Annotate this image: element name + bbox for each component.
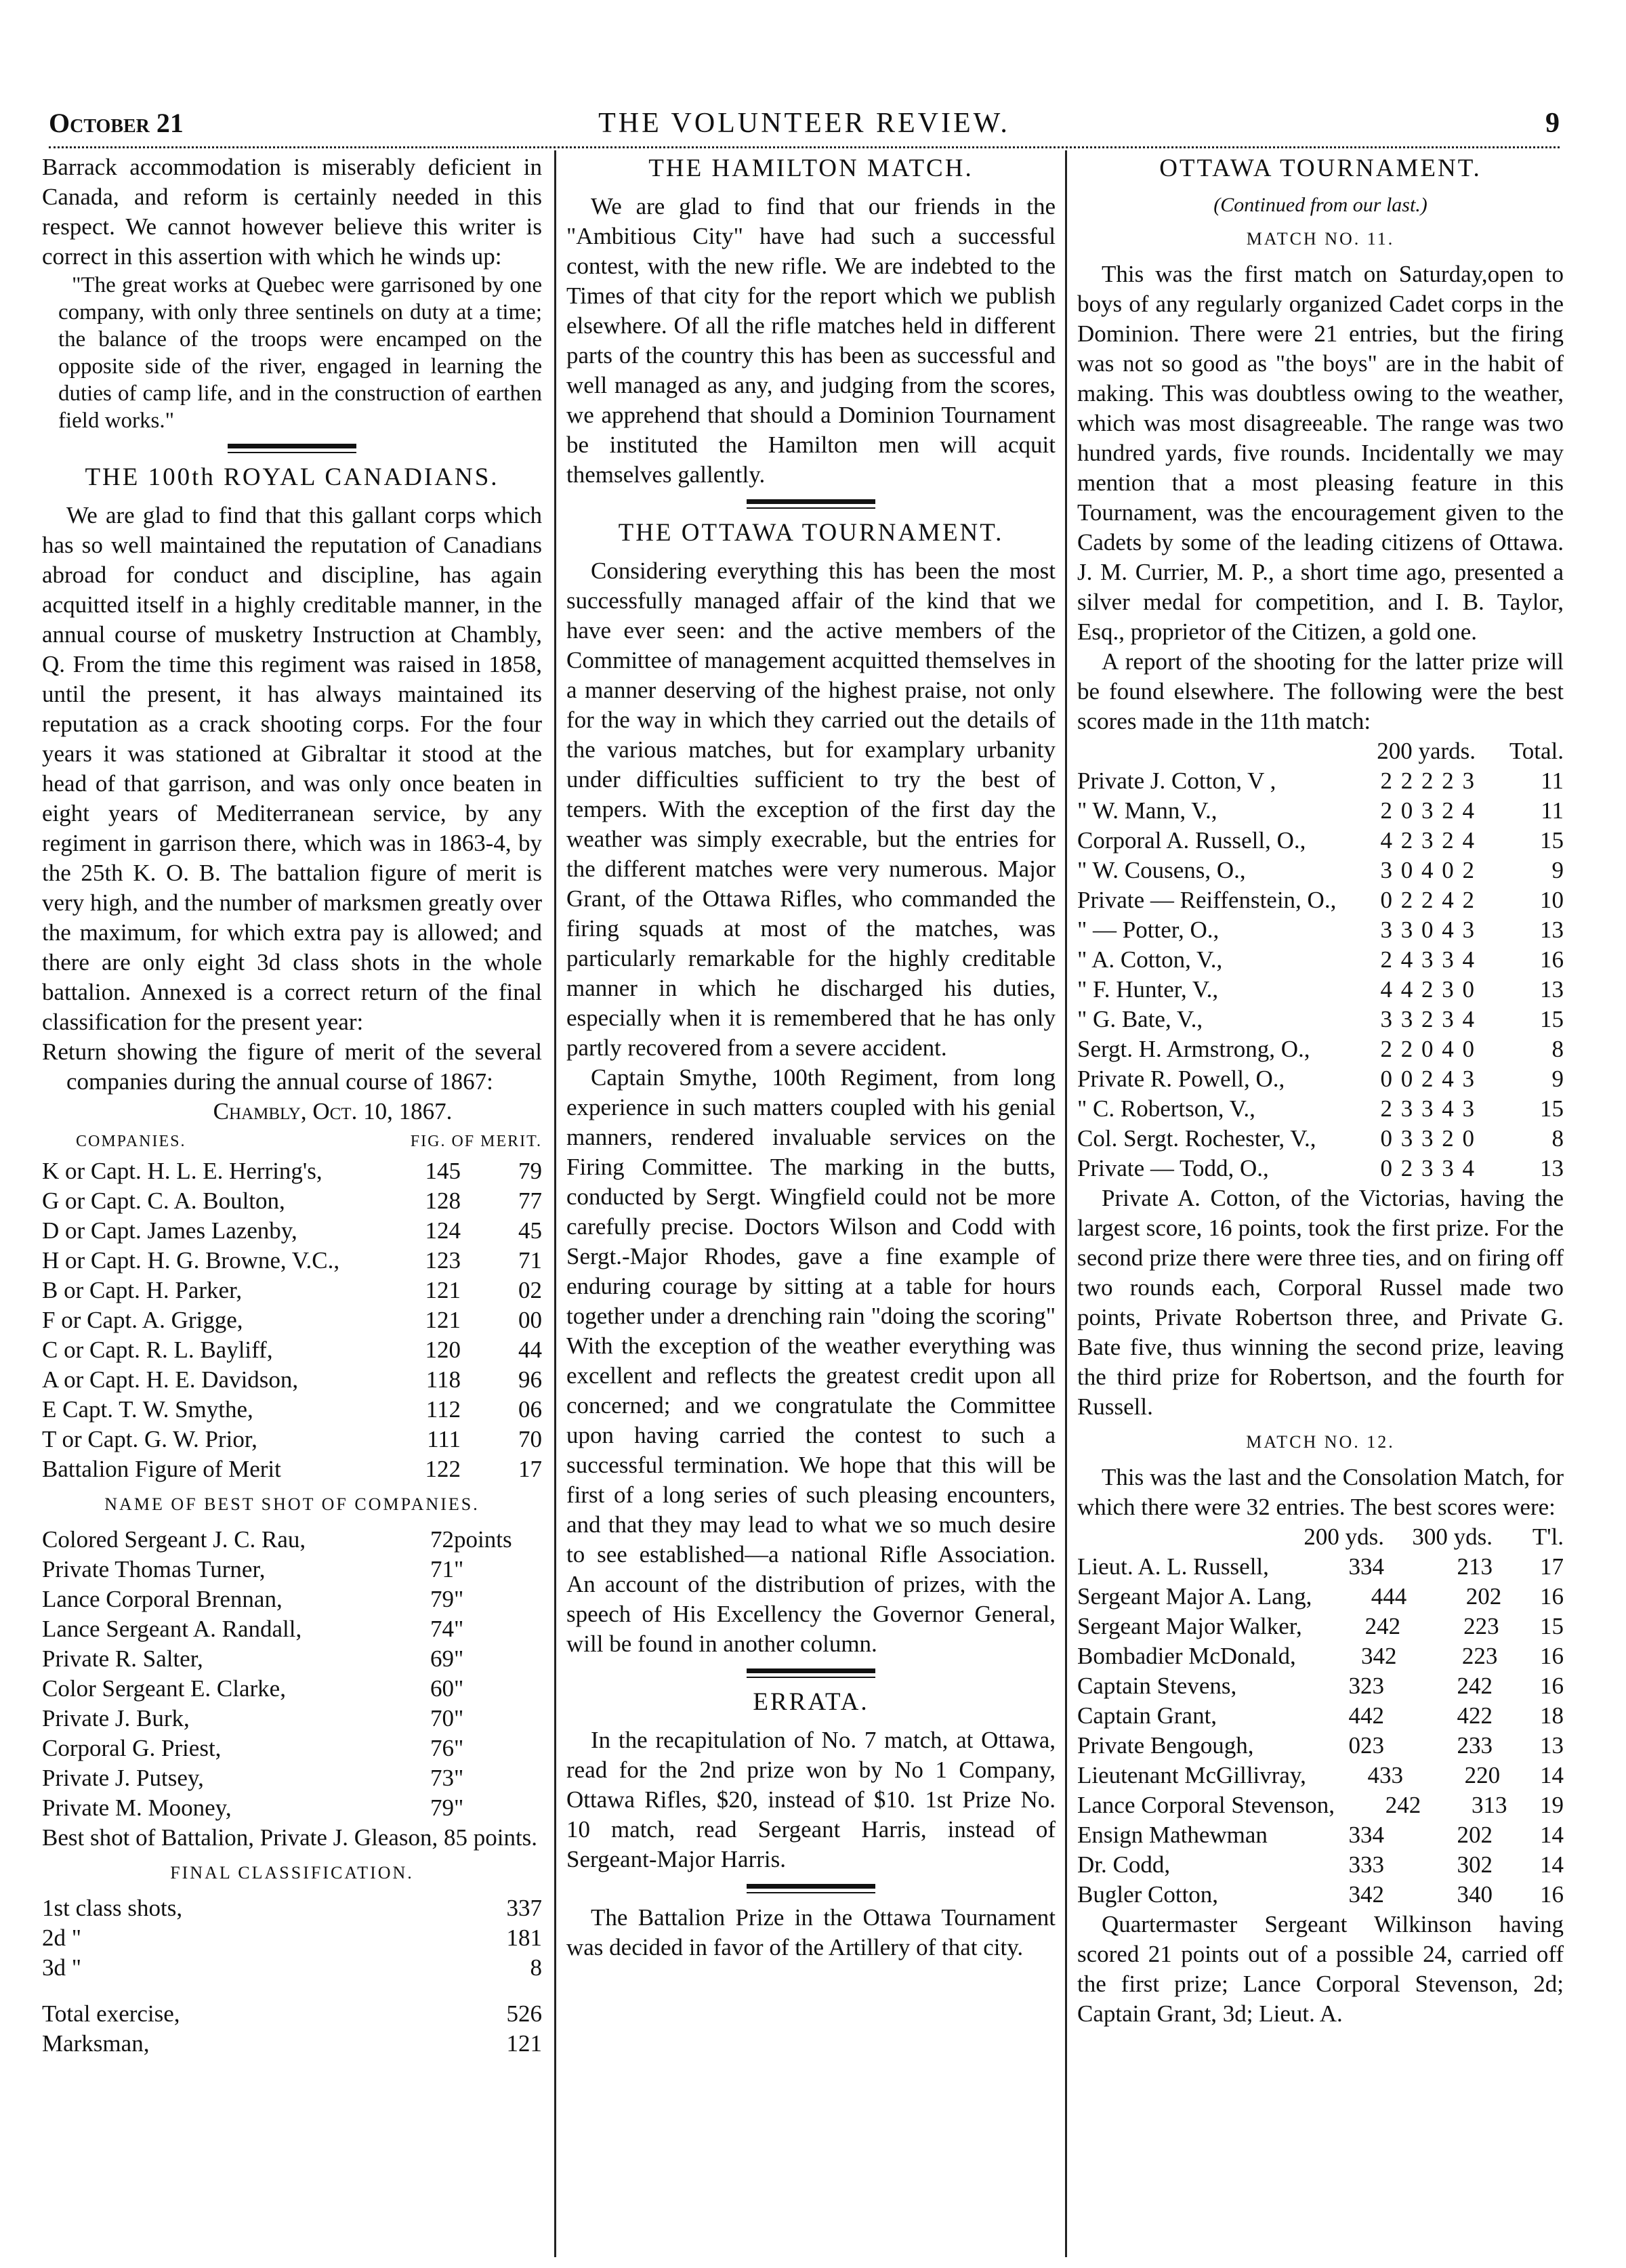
company-name: K or Capt. H. L. E. Herring's, (42, 1158, 322, 1184)
table-row (1077, 1124, 1564, 1154)
merit-integer: 111 (427, 1426, 461, 1452)
merit-decimal: 77 (518, 1188, 542, 1214)
table-row (1077, 1731, 1564, 1761)
total-score: 15 (1540, 1006, 1564, 1032)
section-rule (747, 499, 875, 509)
company-name: D or Capt. James Lazenby, (42, 1217, 297, 1244)
table-row (1077, 1094, 1564, 1124)
round-scores: 0 2 2 4 2 (1380, 887, 1476, 913)
totals-table (42, 1999, 542, 2059)
merit-decimal: 79 (518, 1158, 542, 1184)
table-row (42, 1584, 542, 1614)
company-name: Battalion Figure of Merit (42, 1456, 281, 1482)
shooter-name: " A. Cotton, V., (1077, 946, 1223, 973)
company-name: A or Capt. H. E. Davidson, (42, 1366, 299, 1393)
total-score: 8 (1551, 1125, 1564, 1152)
shooter-name: Lieutenant McGillivray, (1077, 1762, 1306, 1788)
points-value: 79 (430, 1794, 454, 1821)
total-name: Marksman, (42, 2030, 150, 2057)
shooter-name: Bombadier McDonald, (1077, 1643, 1296, 1669)
merit-decimal: 02 (518, 1277, 542, 1303)
shooter-name: Private J. Cotton, V , (1077, 768, 1276, 794)
shooter-name: Corporal G. Priest, (42, 1735, 222, 1761)
score-200: 444 (1371, 1583, 1407, 1610)
table-row (1077, 915, 1564, 945)
table-row (1077, 1064, 1564, 1094)
class-count: 337 (506, 1895, 542, 1921)
table-row (42, 1395, 542, 1425)
shooter-name: " C. Robertson, V., (1077, 1095, 1255, 1122)
round-scores: 0 3 3 2 0 (1380, 1125, 1476, 1152)
points-value: 60 (430, 1675, 454, 1702)
total-score: 13 (1540, 976, 1564, 1003)
merit-label: FIG. OF MERIT. (410, 1133, 542, 1150)
match-11-label: MATCH NO. 11. (1246, 229, 1395, 249)
errata-heading: ERRATA. (753, 1688, 869, 1716)
round-scores: 2 2 2 2 3 (1380, 768, 1476, 794)
battalion-best-shot: Best shot of Battalion, Private J. Gleason, 85 points. (42, 1824, 538, 1851)
score-200: 323 (1348, 1673, 1384, 1699)
table-row (42, 1893, 542, 1923)
table-row (42, 1525, 542, 1555)
table-row (1077, 796, 1564, 826)
royal-canadians-heading: THE 100th ROYAL CANADIANS. (85, 463, 499, 491)
score-200: 342 (1348, 1881, 1384, 1908)
table-row (42, 1335, 542, 1365)
table-row (42, 1644, 542, 1674)
company-name: E Capt. T. W. Smythe, (42, 1396, 253, 1423)
hamilton-body: We are glad to find that our friends in the "Ambitious City" have had such a successful contest, with the new rifle. We are indebted to the Times of that city for the report which we publish elsewhere. Of all the rifle matches held in different parts of the country this has been as successful and well managed as any, and judging from the scores, we apprehend that should a Dominion Tournament be instituted the Hamilton men will acquit themselves gallently. (566, 193, 1056, 488)
score-300: 340 (1457, 1881, 1493, 1908)
total-score: 16 (1540, 1881, 1564, 1908)
match-11-table-header (1077, 736, 1564, 766)
total-value: 121 (506, 2030, 542, 2057)
total-score: 16 (1540, 1643, 1564, 1669)
score-300: 313 (1472, 1792, 1507, 1818)
total-score: 16 (1540, 946, 1564, 973)
points-unit: " (454, 1616, 464, 1642)
company-name: H or Capt. H. G. Browne, V.C., (42, 1247, 340, 1274)
merit-integer: 121 (425, 1307, 461, 1333)
quebec-quote: "The great works at Quebec were garrisoned by one company, with only three sentinels on duty at a time; the balance of the troops were encamped on the opposite side of the river, engaged in learning the duties of camp life, and in the construction of earthen field works." (58, 273, 542, 433)
section-rule (228, 444, 356, 453)
merit-decimal: 06 (518, 1396, 542, 1423)
shooter-name: Lance Corporal Stevenson, (1077, 1792, 1335, 1818)
ottawa-paragraph-2: Captain Smythe, 100th Regiment, from long experience in such matters coupled with his genial manners, rendered invaluable services on the Firing Committee. The marking in the butts, conducted by Sergt. Wingfield could not be more carefully precise. Doctors Wilson and Codd with Sergt.-Major Rhodes, gave a fine example of enduring courage by sitting at a table for hours together under a drenching rain "doing the scoring" With the exception of the weather everything was excellent and reflects the greatest credit upon all concerned; and we congratulate the Committee upon having carried the contest to such a successful termination. We hope that this will be first of a long series of such pleasing encounters, and that they may lead to what we so much desire to see established—a national Rifle Association. An account of the distribution of prizes, with the speech of His Excellency the Governor General, will be found in another column. (566, 1064, 1056, 1657)
points-unit: " (454, 1735, 464, 1761)
total-score: 9 (1551, 1066, 1564, 1092)
table-row (42, 1734, 542, 1763)
table-row (42, 1156, 542, 1186)
score-200: 342 (1361, 1643, 1397, 1669)
shooter-name: " W. Mann, V., (1077, 797, 1217, 824)
round-scores: 2 2 0 4 0 (1380, 1036, 1476, 1062)
total-score: 10 (1540, 887, 1564, 913)
score-200: 334 (1348, 1822, 1384, 1848)
column-1 (42, 152, 542, 2059)
final-classification-label: FINAL CLASSIFICATION. (170, 1863, 414, 1883)
points-value: 71 (430, 1556, 454, 1582)
companies-table (42, 1156, 542, 1484)
errata-body: In the recapitulation of No. 7 match, at Ottawa, read for the 2nd prize won by No 1 Company, Ottawa Rifles, $20, instead of $10. 1st Prize No. 10 match, read Sergeant Harris, instead of Sergeant-Major Harris. (566, 1727, 1056, 1872)
table-row (42, 1305, 542, 1335)
m12-300-label: 300 yds. (1412, 1524, 1493, 1550)
table-row (1077, 1880, 1564, 1910)
column-divider-2 (1065, 150, 1067, 2257)
barrack-paragraph: Barrack accommodation is miserably deficient in Canada, and reform is certainly needed in this respect. We cannot however believe this writer is correct in this assertion with which he winds up: (42, 154, 542, 270)
total-score: 17 (1540, 1553, 1564, 1580)
round-scores: 4 2 3 2 4 (1380, 827, 1476, 854)
total-score: 13 (1540, 917, 1564, 943)
table-row (1077, 1612, 1564, 1641)
score-200: 442 (1348, 1702, 1384, 1729)
table-row (42, 1953, 542, 1983)
shooter-name: Col. Sergt. Rochester, V., (1077, 1125, 1316, 1152)
table-row (1077, 1790, 1564, 1820)
points-unit: " (454, 1675, 464, 1702)
merit-integer: 123 (425, 1247, 461, 1274)
match-11-paragraph-3: Private A. Cotton, of the Victorias, having the largest score, 16 points, took the first prize. For the second prize there were three ties, and on firing off two rounds each, Corporal Russel made two points, Private Robertson three, and Private G. Bate five, thus winning the second prize, leaving the third prize for Robertson, and the fourth for Russell. (1077, 1185, 1564, 1420)
table-row (1077, 885, 1564, 915)
table-row (42, 1246, 542, 1276)
hamilton-heading: THE HAMILTON MATCH. (648, 154, 974, 182)
merit-integer: 128 (425, 1188, 461, 1214)
points-value: 73 (430, 1765, 454, 1791)
points-value: 70 (430, 1705, 454, 1731)
table-row (42, 1425, 542, 1454)
shooter-name: Lance Corporal Brennan, (42, 1586, 283, 1612)
score-200: 242 (1364, 1613, 1401, 1639)
round-scores: 2 3 3 4 3 (1380, 1095, 1476, 1122)
shooter-name: Private J. Burk, (42, 1705, 190, 1731)
ottawa-continued-heading: OTTAWA TOURNAMENT. (1159, 154, 1482, 182)
merit-decimal: 44 (518, 1337, 542, 1363)
ottawa-tournament-heading: THE OTTAWA TOURNAMENT. (618, 519, 1004, 547)
total-score: 14 (1540, 1822, 1564, 1848)
points-unit: " (454, 1556, 464, 1582)
class-count: 181 (506, 1925, 542, 1951)
points-value: 74 (430, 1616, 454, 1642)
company-name: B or Capt. H. Parker, (42, 1277, 243, 1303)
merit-integer: 145 (425, 1158, 461, 1184)
merit-decimal: 96 (518, 1366, 542, 1393)
section-rule (747, 1884, 875, 1893)
score-300: 302 (1457, 1851, 1493, 1878)
points-value: 72 (430, 1526, 454, 1553)
total-value: 526 (506, 2000, 542, 2027)
page-number: 9 (1545, 108, 1560, 139)
match-12-paragraph-1: This was the last and the Consolation Match, for which there were 32 entries. The best scores were: (1077, 1464, 1564, 1520)
total-score: 15 (1540, 827, 1564, 854)
company-name: G or Capt. C. A. Boulton, (42, 1188, 285, 1214)
class-name: 2d " (42, 1925, 82, 1951)
match-11-scores (1077, 766, 1564, 1183)
table-row (42, 1704, 542, 1734)
table-row (42, 1793, 542, 1823)
shooter-name: Private — Reiffenstein, O., (1077, 887, 1337, 913)
score-300: 202 (1457, 1822, 1493, 1848)
table-row (1077, 1850, 1564, 1880)
company-name: T or Capt. G. W. Prior, (42, 1426, 257, 1452)
companies-table-header (42, 1127, 542, 1156)
score-300: 223 (1461, 1643, 1498, 1669)
class-count: 8 (530, 1954, 542, 1981)
continued-note: (Continued from our last.) (1213, 194, 1427, 216)
table-row (1077, 1582, 1564, 1612)
merit-integer: 124 (425, 1217, 461, 1244)
total-name: Total exercise, (42, 2000, 180, 2027)
table-row (42, 1555, 542, 1584)
table-row (42, 1999, 542, 2029)
shooter-name: Private Bengough, (1077, 1732, 1254, 1759)
round-scores: 3 0 4 0 2 (1380, 857, 1476, 883)
points-unit: " (454, 1705, 464, 1731)
points-value: 69 (430, 1645, 454, 1672)
shooter-name: Ensign Mathewman (1077, 1822, 1268, 1848)
table-row (1077, 1005, 1564, 1034)
publication-title: THE VOLUNTEER REVIEW. (598, 108, 1010, 139)
score-300: 202 (1465, 1583, 1502, 1610)
match-12-scores (1077, 1552, 1564, 1910)
points-unit: " (454, 1586, 464, 1612)
table-row (42, 1923, 542, 1953)
m11-yards-label: 200 yards. (1377, 738, 1476, 764)
total-score: 16 (1540, 1673, 1564, 1699)
total-score: 14 (1540, 1762, 1564, 1788)
round-scores: 4 4 2 3 0 (1380, 976, 1476, 1003)
shooter-name: Colored Sergeant J. C. Rau, (42, 1526, 306, 1553)
table-row (1077, 1154, 1564, 1183)
shooter-name: " W. Cousens, O., (1077, 857, 1246, 883)
table-row (1077, 1701, 1564, 1731)
table-row (42, 1614, 542, 1644)
table-row (1077, 1641, 1564, 1671)
page-header (49, 107, 1560, 145)
column-divider-1 (554, 150, 556, 2257)
total-score: 15 (1539, 1613, 1564, 1639)
shooter-name: " G. Bate, V., (1077, 1006, 1203, 1032)
best-shots-table (42, 1525, 542, 1823)
table-row (1077, 1552, 1564, 1582)
class-name: 1st class shots, (42, 1895, 183, 1921)
final-classification-table (42, 1893, 542, 1983)
points-unit: " (454, 1645, 464, 1672)
ottawa-paragraph-1: Considering everything this has been the most successfully managed affair of the kind that we have ever seen: and the active members of the Committee of management acquitted themselves in a manner deserving of the highest praise, not only for the way in which they carried out the details of the various matches, but for examplary urbanity under difficulties sufficient to try the best of tempers. With the exception of the first day the weather was simply execrable, but the entries for the different matches were very numerous. Major Grant, of the Ottawa Rifles, who commanded the firing squads at most of the matches, was particularly remarkable for the highly creditable manner in which he discharged his duties, especially when it is remembered that he has only partly recovered from a severe accident. (566, 558, 1056, 1061)
m12-total-label: T'l. (1532, 1524, 1564, 1550)
table-row (1077, 826, 1564, 856)
shooter-name: Lance Sergeant A. Randall, (42, 1616, 302, 1642)
score-300: 213 (1457, 1553, 1493, 1580)
section-rule (747, 1668, 875, 1678)
match-11-paragraph-1: This was the first match on Saturday,open to boys of any regularly organized Cadet corps in the Dominion. There were 21 entries, but the firing was not so good as "the boys" are in the habit of making. This was doubtless owing to the weather, which was most disagreeable. The range was two hundred yards, five rounds. Incidentally we may mention that a most pleasing feature in this Tournament, was the encouragement given to the Cadets by some of the leading citizens of Ottawa. J. M. Currier, M. P., a short time ago, presented a silver medal for competition, and I. B. Taylor, Esq., proprietor of the Citizen, a gold one. (1077, 261, 1564, 645)
round-scores: 3 3 2 3 4 (1380, 1006, 1476, 1032)
round-scores: 0 2 3 3 4 (1380, 1155, 1476, 1181)
companies-label: COMPANIES. (76, 1133, 186, 1150)
return-heading: Return showing the figure of merit of the several companies during the annual course of 1867: (42, 1038, 542, 1095)
table-row (42, 1365, 542, 1395)
round-scores: 3 3 0 4 3 (1380, 917, 1476, 943)
total-score: 19 (1540, 1792, 1564, 1818)
total-score: 16 (1540, 1583, 1564, 1610)
shooter-name: Dr. Codd, (1077, 1851, 1171, 1878)
score-300: 242 (1457, 1673, 1493, 1699)
company-name: F or Capt. A. Grigge, (42, 1307, 243, 1333)
total-score: 13 (1540, 1155, 1564, 1181)
merit-decimal: 00 (518, 1307, 542, 1333)
shooter-name: Private R. Powell, O., (1077, 1066, 1285, 1092)
total-score: 11 (1541, 797, 1564, 824)
points-unit: " (454, 1765, 464, 1791)
shooter-name: Sergeant Major A. Lang, (1077, 1583, 1312, 1610)
issue-date: October 21 (49, 108, 184, 138)
round-scores: 0 0 2 4 3 (1380, 1066, 1476, 1092)
score-300: 223 (1463, 1613, 1499, 1639)
merit-integer: 118 (425, 1366, 461, 1393)
shooter-name: Private Thomas Turner, (42, 1556, 266, 1582)
m12-200-label: 200 yds. (1304, 1524, 1384, 1550)
place-date: Chambly, Oct. 10, 1867. (213, 1098, 453, 1125)
match-12-table-header (1077, 1522, 1564, 1552)
royal-canadians-body: We are glad to find that this gallant corps which has so well maintained the reputation of Canadians abroad for conduct and discipline, has again acquitted itself in a highly creditable manner, in the annual course of musketry Instruction at Chambly, Q. From the time this regiment was raised in 1858, until the present, it has always maintained its reputation as a crack shooting corps. For the four years it was stationed at Gibraltar it stood at the head of that garrison, and was only once beaten in eight years of Mediterranean service, by any regiment in garrison there, which was in 1863-4, by the 25th K. O. B. The battalion figure of merit is very high, and the number of marksmen greatly over the maximum, for which extra pay is allowed; and there are only eight 3d class shots in the whole battalion. Annexed is a correct return of the final classification for the present year: (42, 502, 542, 1035)
shooter-name: Private — Todd, O., (1077, 1155, 1269, 1181)
table-row (1077, 1671, 1564, 1701)
shooter-name: Corporal A. Russell, O., (1077, 827, 1306, 854)
merit-decimal: 17 (518, 1456, 542, 1482)
shooter-name: Lieut. A. L. Russell, (1077, 1553, 1269, 1580)
score-300: 422 (1457, 1702, 1493, 1729)
total-score: 15 (1540, 1095, 1564, 1122)
match-12-label: MATCH NO. 12. (1246, 1432, 1395, 1452)
class-name: 3d " (42, 1954, 82, 1981)
table-row (42, 2029, 542, 2059)
total-score: 18 (1540, 1702, 1564, 1729)
table-row (1077, 1034, 1564, 1064)
table-row (1077, 945, 1564, 975)
table-row (42, 1276, 542, 1305)
round-scores: 2 4 3 3 4 (1380, 946, 1476, 973)
score-200: 242 (1385, 1792, 1421, 1818)
table-row (42, 1186, 542, 1216)
table-row (42, 1454, 542, 1484)
table-row (42, 1763, 542, 1793)
best-shot-label: NAME OF BEST SHOT OF COMPANIES. (104, 1494, 480, 1514)
shooter-name: Sergt. H. Armstrong, O., (1077, 1036, 1310, 1062)
total-score: 8 (1551, 1036, 1564, 1062)
table-row (1077, 1820, 1564, 1850)
score-200: 334 (1348, 1553, 1384, 1580)
shooter-name: Sergeant Major Walker, (1077, 1613, 1302, 1639)
shooter-name: Captain Grant, (1077, 1702, 1217, 1729)
column-2 (566, 152, 1056, 1962)
points-value: 79 (430, 1586, 454, 1612)
merit-decimal: 71 (518, 1247, 542, 1274)
match-12-paragraph-2: Quartermaster Sergeant Wilkinson having scored 21 points out of a possible 24, carried off the first prize; Lance Corporal Stevenson, 2d; Captain Grant, 3d; Lieut. A. (1077, 1911, 1564, 2027)
score-300: 220 (1464, 1762, 1501, 1788)
column-3 (1077, 152, 1564, 2029)
header-rule (49, 146, 1560, 150)
match-11-paragraph-2: A report of the shooting for the latter prize will be found elsewhere. The following were the best scores made in the 11th match: (1077, 648, 1564, 734)
shooter-name: Private R. Salter, (42, 1645, 203, 1672)
total-score: 14 (1540, 1851, 1564, 1878)
score-200: 333 (1348, 1851, 1384, 1878)
points-value: 76 (430, 1735, 454, 1761)
shooter-name: " F. Hunter, V., (1077, 976, 1219, 1003)
score-200: 433 (1367, 1762, 1403, 1788)
merit-decimal: 45 (518, 1217, 542, 1244)
m11-total-label: Total. (1509, 738, 1564, 764)
table-row (1077, 766, 1564, 796)
merit-integer: 121 (425, 1277, 461, 1303)
total-score: 11 (1541, 768, 1564, 794)
merit-decimal: 70 (518, 1426, 542, 1452)
merit-integer: 122 (425, 1456, 461, 1482)
battalion-prize-note: The Battalion Prize in the Ottawa Tournament was decided in favor of the Artillery of that city. (566, 1904, 1056, 1960)
total-score: 13 (1540, 1732, 1564, 1759)
table-row (1077, 856, 1564, 885)
shooter-name: Captain Stevens, (1077, 1673, 1237, 1699)
score-300: 233 (1457, 1732, 1493, 1759)
points-unit: points (454, 1526, 512, 1553)
table-row (42, 1674, 542, 1704)
merit-integer: 120 (425, 1337, 461, 1363)
shooter-name: Bugler Cotton, (1077, 1881, 1219, 1908)
points-unit: " (454, 1794, 464, 1821)
table-row (1077, 1761, 1564, 1790)
total-score: 9 (1551, 857, 1564, 883)
shooter-name: Private M. Mooney, (42, 1794, 232, 1821)
table-row (42, 1216, 542, 1246)
merit-integer: 112 (425, 1396, 461, 1423)
shooter-name: Color Sergeant E. Clarke, (42, 1675, 286, 1702)
shooter-name: " — Potter, O., (1077, 917, 1220, 943)
shooter-name: Private J. Putsey, (42, 1765, 204, 1791)
score-200: 023 (1348, 1732, 1384, 1759)
table-row (1077, 975, 1564, 1005)
company-name: C or Capt. R. L. Bayliff, (42, 1337, 273, 1363)
round-scores: 2 0 3 2 4 (1380, 797, 1476, 824)
